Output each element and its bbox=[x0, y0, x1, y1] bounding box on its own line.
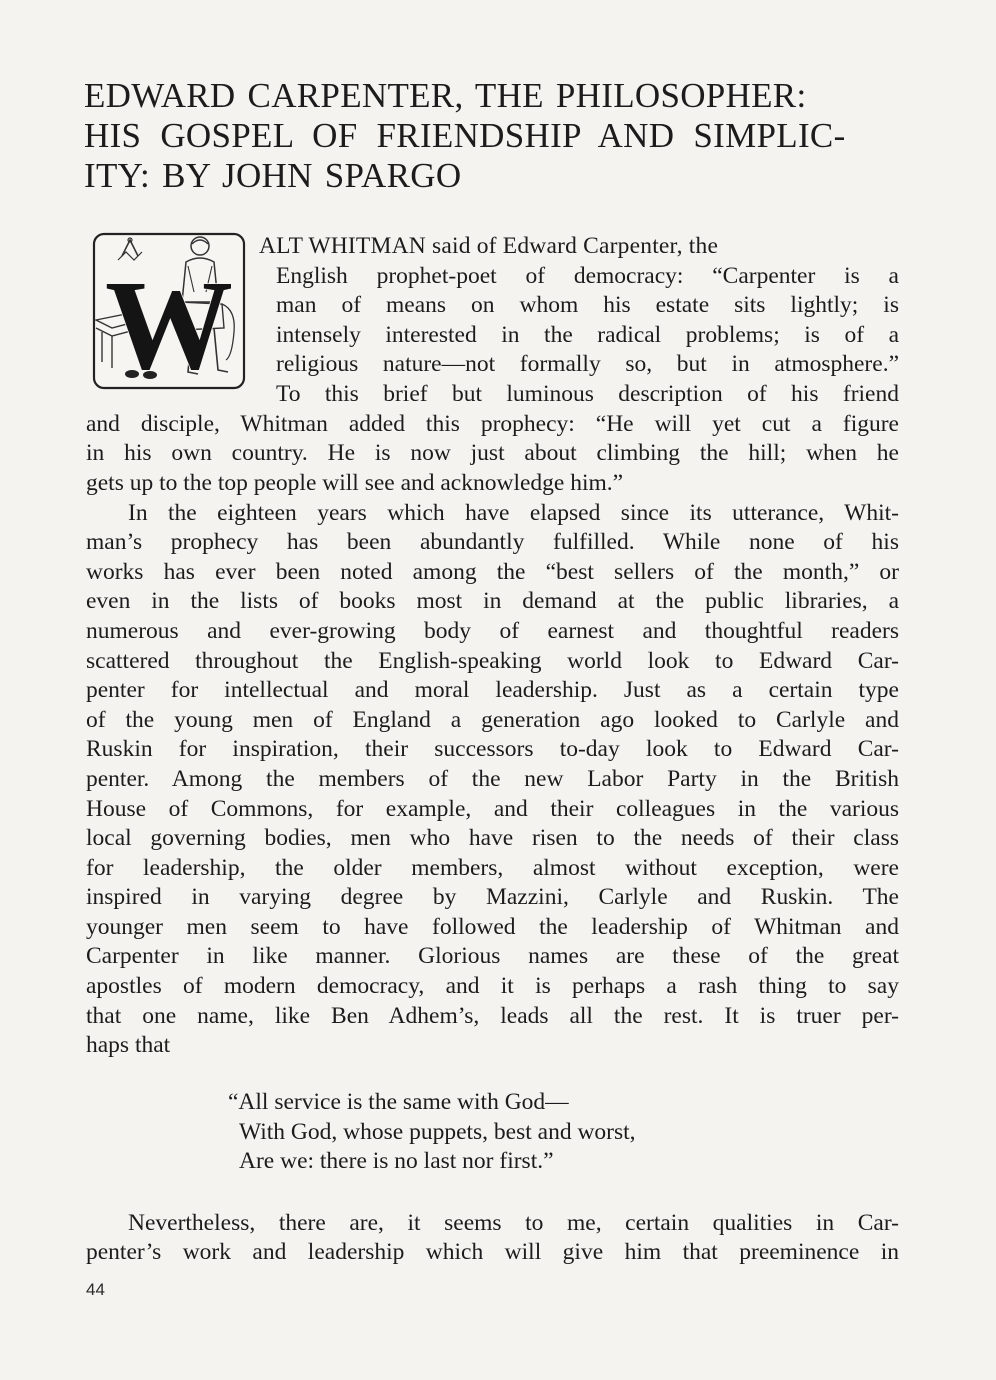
verse-line: Are we: there is no last nor first.” bbox=[239, 1148, 554, 1175]
article-title bbox=[84, 76, 914, 196]
text-line: penter for intellectual and moral leadership. Just as a certain type bbox=[86, 677, 899, 703]
text-line: younger men seem to have followed the leadership of Whitman and bbox=[86, 914, 899, 940]
title-line-3: ITY: BY JOHN SPARGO bbox=[84, 156, 462, 195]
text-line: and disciple, Whitman added this prophecy: “He will yet cut a figure bbox=[86, 411, 899, 437]
text-line: local governing bodies, men who have risen to the needs of their class bbox=[86, 825, 899, 851]
text-line: in his own country. He is now just about climbing the hill; when he bbox=[86, 440, 899, 466]
text-line: To this brief but luminous description of his friend bbox=[276, 381, 899, 407]
quoted-verse bbox=[228, 1088, 636, 1177]
text-line: intensely interested in the radical problems; is of a bbox=[276, 322, 899, 348]
text-line: for leadership, the older members, almost without exception, were bbox=[86, 855, 899, 881]
text-line: apostles of modern democracy, and it is perhaps a rash thing to say bbox=[86, 973, 899, 999]
text-line: even in the lists of books most in demand at the public libraries, a bbox=[86, 588, 899, 614]
text-line: In the eighteen years which have elapsed since its utterance, Whit- bbox=[128, 500, 899, 526]
verse-line: With God, whose puppets, best and worst, bbox=[239, 1118, 636, 1145]
page-number: 44 bbox=[86, 1280, 105, 1299]
drop-cap-illustration bbox=[92, 232, 246, 390]
text-line: Ruskin for inspiration, their successors to-day look to Edward Car- bbox=[86, 736, 899, 762]
title-line-2: HIS GOSPEL OF FRIENDSHIP AND SIMPLIC- bbox=[84, 116, 846, 155]
text-line: man of means on whom his estate sits lightly; is bbox=[276, 292, 899, 318]
text-line: House of Commons, for example, and their colleagues in the various bbox=[86, 796, 899, 822]
text-line: works has ever been noted among the “best sellers of the month,” or bbox=[86, 559, 899, 585]
text-line: ALT WHITMAN said of Edward Carpenter, the bbox=[259, 233, 719, 259]
illustrated-drop-cap bbox=[92, 232, 246, 390]
text-line: Carpenter in like manner. Glorious names are these of the great bbox=[86, 943, 899, 969]
text-line: religious nature—not formally so, but in atmosphere.” bbox=[276, 351, 899, 377]
text-line: that one name, like Ben Adhem’s, leads all the rest. It is truer per- bbox=[86, 1003, 899, 1029]
text-line: inspired in varying degree by Mazzini, Carlyle and Ruskin. The bbox=[86, 884, 899, 910]
text-line: Nevertheless, there are, it seems to me, certain qualities in Car- bbox=[128, 1210, 899, 1236]
text-line: gets up to the top people will see and acknowledge him.” bbox=[86, 470, 624, 496]
text-line: man’s prophecy has been abundantly fulfilled. While none of his bbox=[86, 529, 899, 555]
text-line: English prophet-poet of democracy: “Carpenter is a bbox=[276, 263, 899, 289]
text-line: penter. Among the members of the new Labor Party in the British bbox=[86, 766, 899, 792]
drop-cap-letter: W bbox=[105, 254, 233, 390]
text-line: scattered throughout the English-speaking world look to Edward Car- bbox=[86, 648, 899, 674]
text-line: numerous and ever-growing body of earnest and thoughtful readers bbox=[86, 618, 899, 644]
text-line: haps that bbox=[86, 1032, 171, 1058]
verse-line: “All service is the same with God— bbox=[228, 1089, 569, 1115]
text-line: of the young men of England a generation ago looked to Carlyle and bbox=[86, 707, 899, 733]
text-line: penter’s work and leadership which will give him that preeminence in bbox=[86, 1239, 899, 1265]
title-line-1: EDWARD CARPENTER, THE PHILOSOPHER: bbox=[84, 76, 807, 115]
